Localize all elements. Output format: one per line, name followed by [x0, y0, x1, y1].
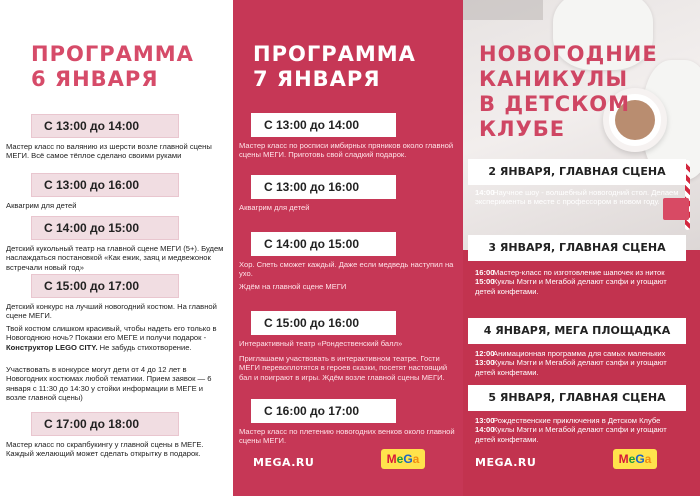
- schedule-item: [475, 416, 689, 425]
- event-description: Мастер класс по скрапбукингу у главной сцены в МЕГЕ. Каждый желающий может сделать открытку в подарок.: [6, 440, 204, 459]
- holiday-kids-club-panel: [463, 0, 700, 496]
- costume-contest-note: [6, 324, 224, 352]
- panel-title: [479, 42, 700, 142]
- time-pill: С 13:00 до 14:00: [251, 113, 396, 137]
- schedule-item: [475, 425, 689, 444]
- event-description: Мастер класс по росписи имбирных пряников около главной сцены МЕГИ. Приготовь свой сладкий подарок.: [239, 141, 454, 160]
- panel-title: [253, 42, 416, 92]
- event-note: Приглашаем участвовать в интерактивном театре. Гости МЕГИ перевоплотятся в героев сказки, посетят настоящий бал и поиграют в игры. Ждём возле главной сцены МЕГИ.: [239, 354, 448, 382]
- time-pill: С 17:00 до 18:00: [31, 412, 179, 436]
- program-jan-6-panel: [0, 0, 233, 496]
- day-schedule: [475, 349, 689, 377]
- event-description: Аквагрим для детей: [239, 203, 310, 212]
- logo-letter: e: [628, 452, 636, 466]
- event-description: Аквагрим для детей: [6, 201, 77, 210]
- event-description: Детский конкурс на лучший новогодний костюм. На главной сцене МЕГИ.: [6, 302, 217, 321]
- item-text: Научное шоу - волшебный новогодний стол. Делаем эксперименты в месте с профессором в новом году.: [475, 188, 679, 207]
- time-pill: С 14:00 до 15:00: [251, 232, 396, 256]
- title-line: КАНИКУЛЫ: [479, 67, 629, 91]
- item-time: 15:00: [475, 277, 495, 287]
- prize-name: Конструктор LEGO CITY.: [6, 342, 98, 352]
- schedule-item: [475, 268, 689, 277]
- day-schedule: [475, 416, 689, 444]
- day-schedule: [475, 268, 689, 296]
- site-link[interactable]: MEGA.RU: [253, 456, 315, 469]
- day-schedule: [475, 188, 689, 207]
- site-link[interactable]: MEGA.RU: [475, 456, 537, 469]
- item-time: 13:00: [475, 358, 495, 368]
- schedule-item: [475, 358, 689, 377]
- time-pill: С 15:00 до 17:00: [31, 274, 179, 298]
- day-header: 3 ЯНВАРЯ, ГЛАВНАЯ СЦЕНА: [468, 235, 686, 261]
- time-pill: С 13:00 до 16:00: [251, 175, 396, 199]
- event-description: Мастер класс по плетению новогодних венков около главной сцены МЕГИ.: [239, 427, 455, 446]
- panel-title: [31, 42, 194, 92]
- title-line: ПРОГРАММА: [31, 42, 194, 66]
- logo-letter: a: [412, 452, 420, 466]
- event-description: Хор. Спеть сможет каждый. Даже если медведь наступил на ухо.: [239, 260, 454, 279]
- time-pill: С 14:00 до 15:00: [31, 216, 179, 240]
- day-header: 2 ЯНВАРЯ, ГЛАВНАЯ СЦЕНА: [468, 159, 686, 185]
- contest-rules-note: Участвовать в конкурсе могут дети от 4 до 12 лет в Новогодних костюмах любой тематики. Прием заявок — 6 января с 11:30 до 14:30 у стойки информации в МЕГЕ и возле главной сцены): [6, 365, 212, 403]
- item-time: 13:00: [475, 416, 495, 425]
- note-text: Твой костюм слишком красивый, чтобы надеть его только в Новогоднюю ночь? Покажи его МЕГЕ и получи подарок -: [6, 324, 217, 343]
- item-time: 14:00: [475, 188, 495, 197]
- item-time: 14:00: [475, 425, 495, 435]
- time-pill: С 16:00 до 17:00: [251, 399, 396, 423]
- logo-letter: G: [635, 452, 645, 466]
- title-line: НОВОГОДНИЕ: [479, 42, 658, 66]
- logo-letter: e: [396, 452, 404, 466]
- schedule-item: [475, 277, 689, 296]
- item-text: Рождественские приключения в Детском Клубе: [493, 416, 661, 425]
- event-note: Ждём на главной сцене МЕГИ: [239, 282, 347, 291]
- item-text: Анимационная программа для самых маленьких: [493, 349, 666, 358]
- item-text: Куклы Мэгги и Мегабой делают сэлфи и угощают детей конфетами.: [475, 425, 667, 444]
- title-line: В ДЕТСКОМ КЛУБЕ: [479, 92, 631, 141]
- item-text: Куклы Мэгги и Мегабой делают сэлфи и угощают детей конфетами.: [475, 358, 667, 377]
- logo-letter: M: [618, 452, 629, 466]
- mega-logo: [381, 449, 425, 469]
- program-jan-7-panel: [233, 0, 463, 496]
- mega-logo: [613, 449, 657, 469]
- title-line: 6 ЯНВАРЯ: [31, 67, 159, 91]
- note-text: Не забудь стихотворение.: [97, 342, 192, 352]
- schedule-item: [475, 188, 689, 207]
- title-line: 7 ЯНВАРЯ: [253, 67, 381, 91]
- item-text: Куклы Мэгги и Мегабой делают сэлфи и угощают детей конфетами.: [475, 277, 667, 296]
- ribbon-decoration: [463, 0, 543, 20]
- item-time: 12:00: [475, 349, 495, 358]
- time-pill: С 13:00 до 14:00: [31, 114, 179, 138]
- day-header: 5 ЯНВАРЯ, ГЛАВНАЯ СЦЕНА: [468, 385, 686, 411]
- logo-letter: a: [644, 452, 652, 466]
- title-line: ПРОГРАММА: [253, 42, 416, 66]
- time-pill: С 15:00 до 16:00: [251, 311, 396, 335]
- item-text: Мастер-класс по изготовление шапочек из ниток: [493, 268, 665, 277]
- event-description: Детский кукольный театр на главной сцене МЕГИ (5+). Будем наслаждаться постановкой «Как ежик, заяц и медвежонок встречали новый год»: [6, 244, 224, 272]
- day-header: 4 ЯНВАРЯ, МЕГА ПЛОЩАДКА: [468, 318, 686, 344]
- time-pill: С 13:00 до 16:00: [31, 173, 179, 197]
- event-description: Мастер класс по валянию из шерсти возле главной сцены МЕГИ. Всё самое тёплое сделано своими руками: [6, 142, 212, 161]
- schedule-item: [475, 349, 689, 358]
- logo-letter: M: [386, 452, 397, 466]
- item-time: 16:00: [475, 268, 495, 277]
- logo-letter: G: [403, 452, 413, 466]
- event-description: Интерактивный театр «Рондественский балл»: [239, 339, 403, 348]
